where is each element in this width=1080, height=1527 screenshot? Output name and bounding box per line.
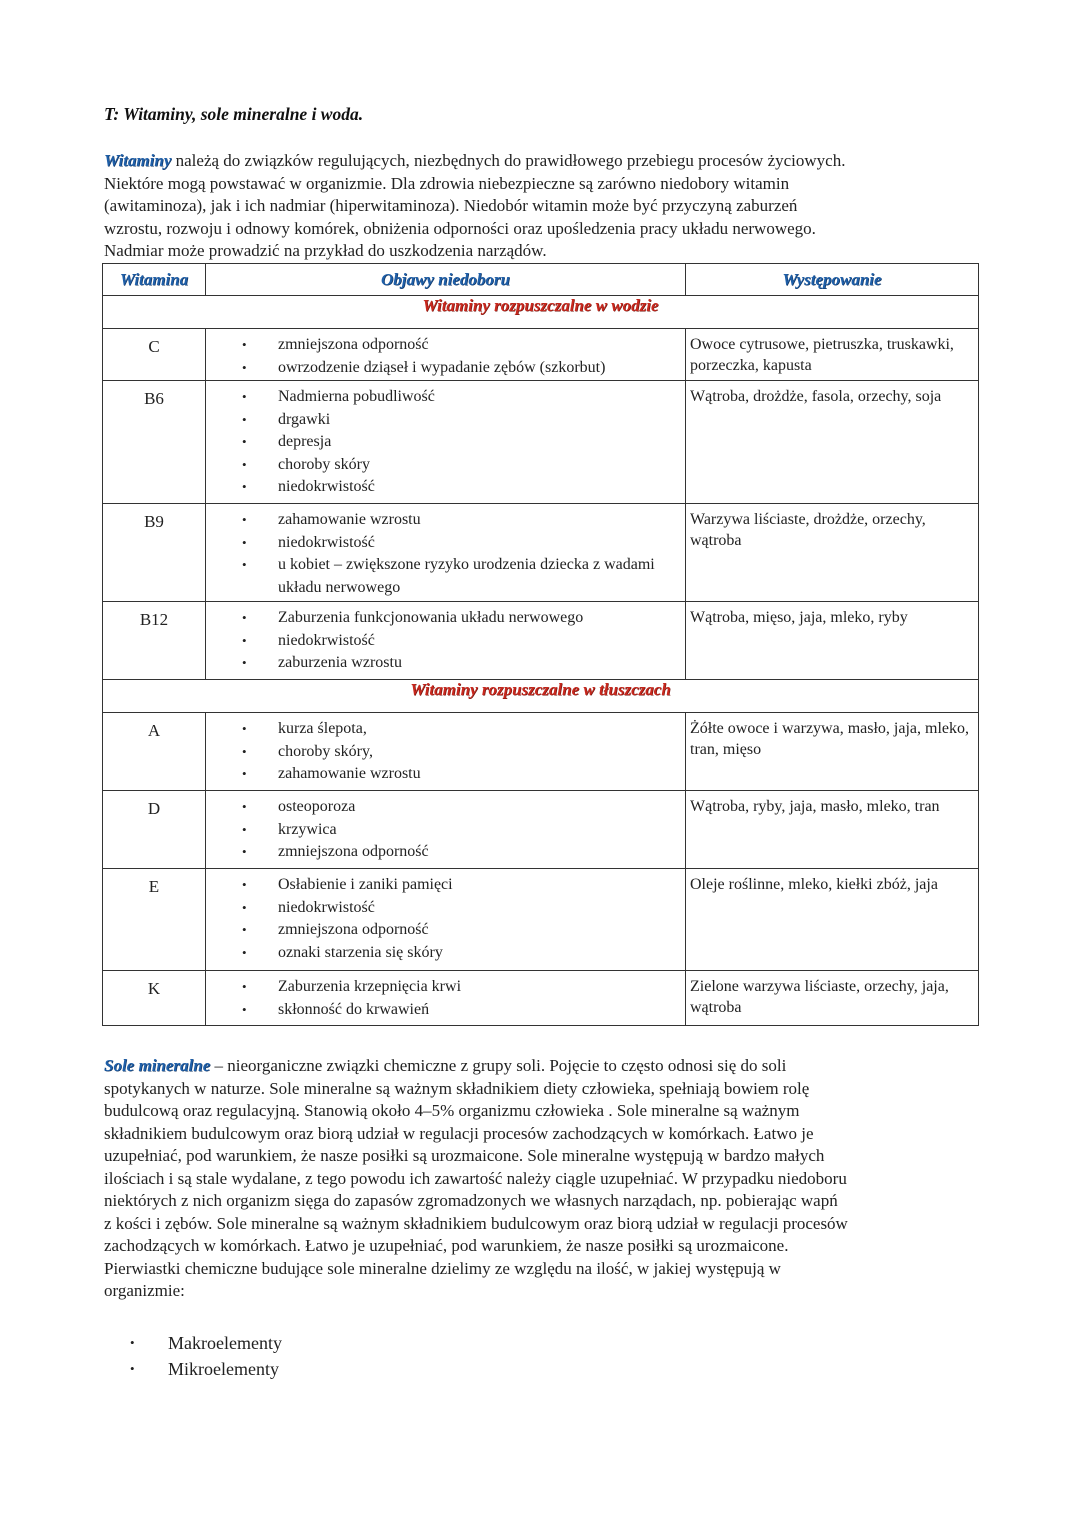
symptoms-cell [206,504,686,602]
page-title: T: Witaminy, sole mineralne i woda. [104,104,364,124]
symptoms-list [206,713,685,786]
vitamins-intro [104,150,984,263]
symptom-item: • Osłabienie i zaniki pamięci [206,874,685,897]
symptom-item: • u kobiet – zwiększone ryzyko urodzenia dziecka z wadami układu nerwowego [206,554,685,599]
minerals-line: Sole mineralne – nieorganiczne związki chemiczne z grupy soli. Pojęcie to często odnosi się do soli [104,1056,787,1075]
minerals-line: z kości i zębów. Sole mineralne są ważnym składnikiem budulcowym oraz biorą udział w regulacji procesów [104,1213,848,1233]
vitamin-name: C [103,329,206,381]
intro-line: Witaminy należą do związków regulujących, niezbędnych do prawidłowego przebiegu procesów życiowych. [104,151,846,170]
list-item: • Makroelementy [130,1330,282,1356]
header-sources: Występowanie [686,264,979,296]
symptom-item: • Zaburzenia funkcjonowania układu nerwowego [206,607,685,630]
sources-cell: Zielone warzywa liściaste, orzechy, jaja, wątroba [686,971,979,1026]
sources-cell: Owoce cytrusowe, pietruszka, truskawki, porzeczka, kapusta [686,329,979,381]
symptoms-cell [206,713,686,791]
symptom-item: • oznaki starzenia się skóry [206,942,685,965]
symptom-item: • Zaburzenia krzepnięcia krwi [206,976,685,999]
minerals-line: niektórych z nich organizm sięga do zapasów zgromadzonych we własnych narządach, np. pobierając wapń [104,1191,838,1210]
symptom-item: • osteoporoza [206,796,685,819]
symptoms-list [206,329,685,379]
symptoms-cell [206,971,686,1026]
symptoms-list [206,602,685,675]
term-vitamins: Witaminy [104,151,172,170]
symptom-item: • zahamowanie wzrostu [206,763,685,786]
symptoms-cell [206,381,686,504]
symptoms-cell [206,791,686,869]
minerals-line: ilościach i są stale wydalane, z tego powodu ich zawartość należy ciągle uzupełniać. W przypadku niedoboru [104,1168,847,1188]
symptom-item: • zahamowanie wzrostu [206,509,685,532]
symptom-item: • niedokrwistość [206,532,685,555]
symptoms-list [206,504,685,599]
symptom-item: • zmniejszona odporność [206,334,685,357]
vitamin-name: K [103,971,206,1026]
vitamin-name: E [103,869,206,971]
symptom-item: • owrzodzenie dziąseł i wypadanie zębów (szkorbut) [206,357,685,380]
sources-cell: Żółte owoce i warzywa, masło, jaja, mleko, tran, mięso [686,713,979,791]
symptom-item: • zmniejszona odporność [206,841,685,864]
symptom-item: • skłonność do krwawień [206,999,685,1022]
symptom-item: • krzywica [206,819,685,842]
minerals-line: Pierwiastki chemiczne budujące sole mineralne dzielimy ze względu na ilość, w jakiej występują w [104,1258,781,1278]
symptoms-cell [206,602,686,680]
symptom-item: • zaburzenia wzrostu [206,652,685,675]
symptom-item: • drgawki [206,409,685,432]
minerals-paragraph [104,1055,984,1303]
symptom-item: • kurza ślepota, [206,718,685,741]
symptom-item: • choroby skóry [206,454,685,477]
table-row [103,869,979,971]
minerals-line: spotykanych w naturze. Sole mineralne są ważnym składnikiem diety człowieka, spełniają bowiem rolę [104,1078,810,1098]
vitamin-name: B12 [103,602,206,680]
section-heading-row [103,296,979,329]
minerals-line: składnikiem budulcowym oraz biorą udział w regulacji procesów zachodzących w komórkach. Łatwo je [104,1123,814,1143]
table-row [103,381,979,504]
symptoms-list [206,791,685,864]
vitamin-name: D [103,791,206,869]
header-symptoms: Objawy niedoboru [206,264,686,296]
term-minerals: Sole mineralne [104,1056,211,1075]
intro-line: (awitaminoza), jak i ich nadmiar (hiperwitaminoza). Niedobór witamin może być przyczyną zaburzeń [104,196,798,215]
table-row [103,504,979,602]
sources-cell: Wątroba, drożdże, fasola, orzechy, soja [686,381,979,504]
symptom-item: • depresja [206,431,685,454]
symptom-item: • Nadmierna pobudliwość [206,386,685,409]
minerals-line: organizmie: [104,1281,185,1300]
symptoms-cell [206,329,686,381]
section-heading: Witaminy rozpuszczalne w wodzie [103,296,979,329]
vitamins-table [102,263,979,1026]
symptom-item: • niedokrwistość [206,897,685,920]
table-row [103,713,979,791]
minerals-line: budulcową oraz regulacyjną. Stanowią około 4–5% organizmu człowieka . Sole mineralne są ważnym [104,1101,800,1120]
symptoms-list [206,869,685,964]
symptom-item: • zmniejszona odporność [206,919,685,942]
section-heading-row [103,680,979,713]
intro-line: Nadmiar może prowadzić na przykład do uszkodzenia narządów. [104,241,547,260]
intro-line: wzrostu, rozwoju i odnowy komórek, obniżenia odporności oraz upośledzenia pracy układu nerwowego. [104,218,816,238]
sources-cell: Warzywa liściaste, drożdże, orzechy, wątroba [686,504,979,602]
sources-cell: Wątroba, ryby, jaja, masło, mleko, tran [686,791,979,869]
vitamin-name: B9 [103,504,206,602]
intro-line: Niektóre mogą powstawać w organizmie. Dla zdrowia niebezpieczne są zarówno niedobory witamin [104,173,790,193]
table-row [103,971,979,1026]
table-row [103,329,979,381]
minerals-line: uzupełniać, pod warunkiem, że nasze posiłki są urozmaicone. Sole mineralne występują w bardzo małych [104,1146,825,1165]
vitamin-name: B6 [103,381,206,504]
table-row [103,602,979,680]
symptoms-list [206,971,685,1021]
sources-cell: Wątroba, mięso, jaja, mleko, ryby [686,602,979,680]
vitamin-name: A [103,713,206,791]
symptoms-list [206,381,685,499]
element-types-list [130,1330,282,1382]
symptom-item: • choroby skóry, [206,741,685,764]
symptom-item: • niedokrwistość [206,630,685,653]
header-vitamin: Witamina [103,264,206,296]
table-row [103,791,979,869]
sources-cell: Oleje roślinne, mleko, kiełki zbóż, jaja [686,869,979,971]
symptoms-cell [206,869,686,971]
table-header-row [103,264,979,296]
minerals-line: zachodzących w komórkach. Łatwo je uzupełniać, pod warunkiem, że nasze posiłki są urozmaicone. [104,1236,789,1255]
symptom-item: • niedokrwistość [206,476,685,499]
list-item: • Mikroelementy [130,1356,282,1382]
section-heading: Witaminy rozpuszczalne w tłuszczach [103,680,979,713]
